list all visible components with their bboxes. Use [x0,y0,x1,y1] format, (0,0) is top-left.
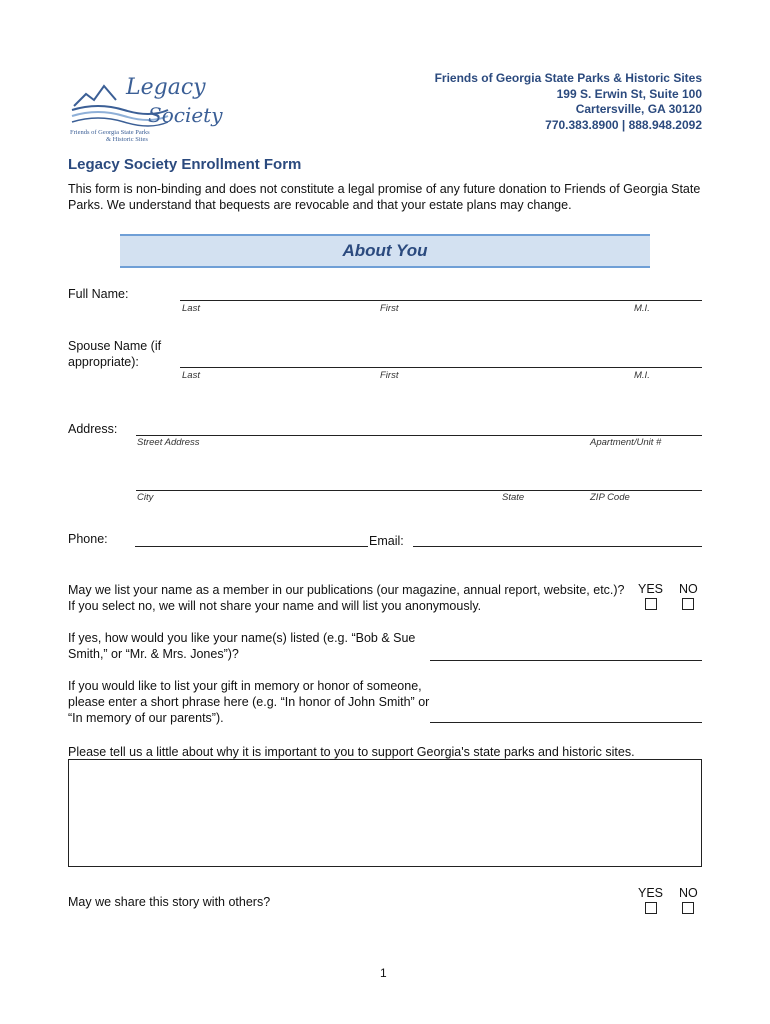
share-yes-label: YES [638,886,664,900]
spouse-last-caption: Last [182,370,200,381]
spouse-name-label: Spouse Name (if appropriate): [68,339,162,369]
form-title: Legacy Society Enrollment Form [68,156,302,173]
email-label: Email: [369,534,404,548]
legacy-society-logo [68,66,228,146]
publish-no-checkbox[interactable] [682,598,694,610]
section-banner [120,234,650,268]
full-name-mi-caption: M.I. [634,303,650,314]
organization-address-block [435,71,702,133]
share-no-label: NO [679,886,698,900]
logo-script-line2: Society [148,103,223,127]
full-name-label: Full Name: [68,287,129,301]
publish-yes-checkbox[interactable] [645,598,657,610]
story-textarea[interactable] [68,759,702,867]
logo-caption-line2: & Historic Sites [106,136,148,143]
full-name-field[interactable] [180,300,702,301]
memory-field[interactable] [430,722,702,723]
city-caption: City [137,492,154,503]
full-name-last-caption: Last [182,303,200,314]
organization-phones: 770.383.8900 | 888.948.2092 [545,117,702,132]
email-field[interactable] [413,546,702,547]
share-no-checkbox[interactable] [682,902,694,914]
memory-question: If you would like to list your gift in memory or honor of someone, please enter a short phrase here (e.g. “In honor of John Smith” or “In memory of our parents”). [68,679,430,725]
form-intro: This form is non-binding and does not constitute a legal promise of any future donation to Friends of Georgia State Parks. We understand that bequests are revocable and that your estate plans may change. [68,182,701,212]
logo-script-line1: Legacy [126,75,206,100]
share-question: May we share this story with others? [68,895,271,909]
zip-caption: ZIP Code [590,492,630,503]
logo-caption-line1: Friends of Georgia State Parks [70,129,150,136]
share-yes-checkbox[interactable] [645,902,657,914]
story-prompt: Please tell us a little about why it is important to you to support Georgia's state parks and historic sites. [68,745,635,759]
apartment-caption: Apartment/Unit # [590,437,662,448]
full-name-first-caption: First [380,303,399,314]
phone-field[interactable] [135,546,368,547]
organization-street: 199 S. Erwin St, Suite 100 [556,86,702,101]
street-address-field[interactable] [136,435,702,436]
publish-question: May we list your name as a member in our publications (our magazine, annual report, website, etc.)? If you select no, we will not share your name and will list you anonymously. [68,583,625,613]
spouse-name-field[interactable] [180,367,702,368]
listing-question: If yes, how would you like your name(s) listed (e.g. “Bob & Sue Smith,” or “Mr. & Mrs. Jones”)? [68,631,416,661]
listing-field[interactable] [430,660,702,661]
street-address-caption: Street Address [137,437,200,448]
organization-name: Friends of Georgia State Parks & Historic Sites [434,71,702,85]
address-label: Address: [68,422,118,436]
publish-no-label: NO [679,582,698,596]
page-number: 1 [380,966,387,980]
section-title: About You [342,241,428,260]
state-caption: State [502,492,525,503]
phone-label: Phone: [68,532,108,546]
spouse-mi-caption: M.I. [634,370,650,381]
spouse-first-caption: First [380,370,399,381]
city-state-zip-field[interactable] [136,490,702,491]
publish-yes-label: YES [638,582,664,596]
organization-city: Cartersville, GA 30120 [575,102,702,116]
